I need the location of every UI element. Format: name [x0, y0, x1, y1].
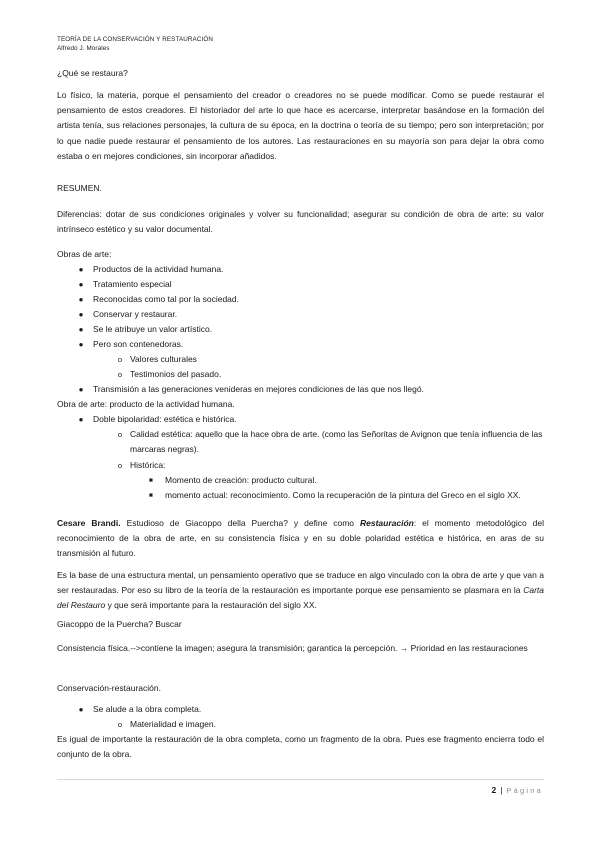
final-paragraph: Es igual de importante la restauración de la obra completa, como un fragmento de la obra. Pues ese fragmento encierra todo el conjunto de la obra. [57, 734, 544, 760]
square-bullet-icon: ■ [149, 477, 153, 484]
bullet-icon: ● [78, 340, 84, 349]
list-item: Productos de la actividad humana. [93, 264, 224, 274]
bullet-icon: ● [78, 265, 84, 274]
list-item: Conservar y restaurar. [93, 309, 178, 319]
brandi-text-b: : el momento metodológico del reconocimiento de la obra de arte, en su consistencia física y en su doble polaridad estética e histórica, en aras de su transmisión al futuro. [57, 518, 545, 559]
resumen-heading: RESUMEN. [57, 183, 102, 193]
brandi-term: Restauración [359, 518, 414, 528]
sub-list-item: Testimonios del pasado. [130, 369, 222, 379]
giacoppo-line: Giacoppo de la Puercha? Buscar [57, 619, 182, 629]
list-item: Tratamiento especial [93, 279, 172, 289]
page-header [57, 36, 213, 53]
brandi-name: Cesare Brandi. [57, 518, 121, 528]
square-bullet-icon: ■ [149, 492, 153, 499]
consistencia-paragraph: Consistencia física.-->contiene la imagen; asegura la transmisión; garantica la percepción. → Prioridad en las restauraciones [57, 643, 528, 653]
sub-bullet-icon: o [117, 461, 123, 470]
bullet-icon: ● [78, 705, 84, 714]
header-title: TEORÍA DE LA CONSERVACIÓN Y RESTAURACIÓN [57, 36, 213, 43]
bullet-icon: ● [78, 385, 84, 394]
list-item: Transmisión a las generaciones venideras en mejores condiciones de las que nos llegó. [93, 384, 424, 394]
brandi-paragraph [57, 516, 544, 562]
section-question: ¿Qué se restaura? [57, 68, 128, 78]
list-item: Se alude a la obra completa. [93, 704, 202, 714]
sub-sub-list-item: Momento de creación: producto cultural. [165, 475, 317, 485]
footer-separator: | [500, 785, 503, 795]
sub-bullet-icon: o [117, 355, 123, 364]
sub-list-item: Valores culturales [130, 354, 197, 364]
bullet-icon: ● [78, 295, 84, 304]
sub-list-item: Histórica: [130, 460, 166, 470]
sub-bullet-icon: o [117, 720, 123, 729]
conservacion-heading: Conservación-restauración. [57, 683, 161, 693]
estructura-text-b: y que será importante para la restauración del siglo XX. [105, 600, 317, 611]
estructura-paragraph [57, 568, 544, 614]
page-footer [491, 785, 543, 795]
list-item: Reconocidas como tal por la sociedad. [93, 294, 239, 304]
obras-heading: Obras de arte: [57, 249, 112, 259]
bullet-icon: ● [78, 415, 84, 424]
bullet-icon: ● [78, 325, 84, 334]
bullet-icon: ● [78, 310, 84, 319]
footer-divider [57, 779, 544, 780]
bullet-icon: ● [78, 280, 84, 289]
carta-del-restauro: Carta del Restauro [57, 585, 544, 611]
sub-list-item: Calidad estética: aquello que la hace obra de arte. (como las Señoritas de Avignon que tenía influencia de las marcaras negras). [130, 429, 543, 455]
page-number: 2 [491, 785, 497, 795]
sub-bullet-icon: o [117, 370, 123, 379]
header-author: Alfredo J. Morales [57, 44, 110, 52]
estructura-text-a: Es la base de una estructura mental, un pensamiento operativo que se traduce en algo vinculado con la obra de arte y que van a ser restauradas. Por eso su libro de la teoría de la restauración es importante porque ese pensamiento se plasmara en la [57, 570, 544, 596]
diferencias-paragraph: Diferencias: dotar de sus condiciones originales y volver su funcionalidad; asegurar su condición de obra de arte: su valor intrínseco estético y su valor documental. [57, 209, 544, 235]
sub-list-item: Materialidad e imagen. [130, 719, 216, 729]
intro-paragraph: Lo físico, la materia, porque el pensamiento del creador o creadores no se puede modificar. Como se puede restaurar el pensamiento de estos creadores. El historiador del arte lo que hace es acercarse, interpretar basándose en la formación del artista tenía, sus relaciones personajes, la cultura de su época, en la doctrina o teoría de su tiempo; pero son interpretación; por lo que nadie puede restaurar el pensamiento de los autores. Las restauraciones en su mayoría son para dejar la obra como estaba o en mejores condiciones, sin incorporar añadidos. [57, 90, 544, 161]
sub-bullet-icon: o [117, 430, 123, 439]
list-item: Doble bipolaridad: estética e histórica. [93, 414, 237, 424]
sub-sub-list-item: momento actual: reconocimiento. Como la recuperación de la pintura del Greco en el siglo XX. [165, 490, 521, 500]
page-label: Página [506, 786, 543, 795]
brandi-text-a: Estudioso de Giacoppo della Puercha? y define como [120, 518, 360, 528]
obra-producto-line: Obra de arte: producto de la actividad humana. [57, 399, 235, 409]
list-item: Se le atribuye un valor artístico. [93, 324, 213, 334]
list-item: Pero son contenedoras. [93, 339, 184, 349]
